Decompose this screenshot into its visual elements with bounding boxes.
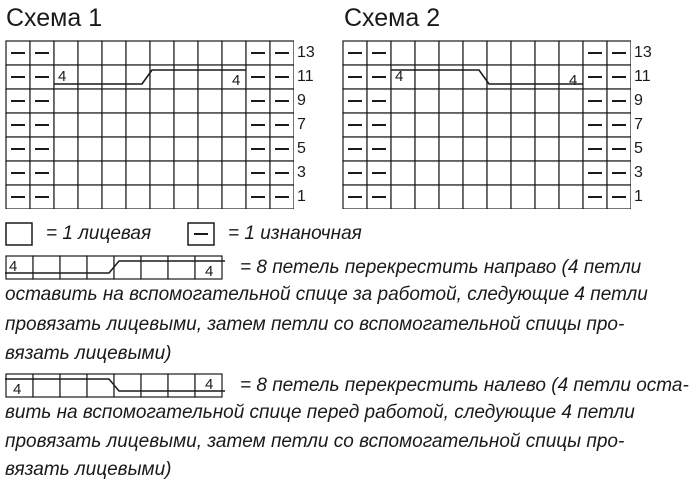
- knit-cell: [150, 41, 174, 65]
- knit-cell: [102, 113, 126, 137]
- knit-cell: [487, 185, 511, 209]
- cable-right-desc-line-3: провязать лицевыми, затем петли со вспомогательной спицы про-: [5, 314, 625, 335]
- knit-cell: [102, 89, 126, 113]
- knit-cell: [487, 161, 511, 185]
- cable-symbol-cell: [87, 374, 114, 397]
- cable-symbol-cell: [87, 256, 114, 279]
- knit-cell: [559, 41, 583, 65]
- purl-symbol: [187, 222, 215, 246]
- knit-cell: [78, 161, 102, 185]
- cable-symbol-cell: [114, 374, 141, 397]
- row-number: 3: [634, 164, 643, 181]
- cable-right-symbol: [5, 255, 225, 280]
- knit-cell: [126, 185, 150, 209]
- cable-symbol-cell: [141, 256, 168, 279]
- knit-cell: [535, 185, 559, 209]
- knit-cell: [415, 161, 439, 185]
- knit-cell: [54, 41, 78, 65]
- knit-cell: [511, 65, 535, 89]
- knit-cell: [391, 41, 415, 65]
- cable-label-left: 4: [395, 68, 404, 85]
- row-number: 11: [634, 68, 651, 85]
- cable-label-left: 4: [58, 68, 67, 85]
- scheme-1-title: Схема 1: [6, 4, 103, 32]
- row-number: 7: [297, 116, 306, 133]
- knit-cell: [439, 185, 463, 209]
- row-number: 5: [297, 140, 306, 157]
- cable-symbol-cell: [60, 256, 87, 279]
- knit-cell: [439, 65, 463, 89]
- knit-legend-label: = 1 лицевая: [46, 223, 152, 244]
- knit-cell: [198, 185, 222, 209]
- knit-cell: [198, 89, 222, 113]
- knit-cell: [54, 113, 78, 137]
- knit-cell: [126, 137, 150, 161]
- purl-legend-label: = 1 изнаночная: [228, 223, 362, 244]
- knit-cell: [463, 113, 487, 137]
- scheme-2-chart: [342, 40, 631, 209]
- knit-cell: [174, 137, 198, 161]
- cable-symbol-cell: [168, 256, 195, 279]
- knit-cell: [535, 41, 559, 65]
- knit-cell: [535, 161, 559, 185]
- knit-cell: [150, 65, 174, 89]
- knit-cell: [487, 137, 511, 161]
- cable-left-symbol: [5, 373, 225, 398]
- knit-cell: [174, 113, 198, 137]
- knit-cell: [463, 41, 487, 65]
- row-number: 7: [634, 116, 643, 133]
- knit-cell: [78, 89, 102, 113]
- knit-cell: [535, 137, 559, 161]
- knit-cell: [559, 89, 583, 113]
- row-number: 5: [634, 140, 643, 157]
- cable-right-desc-line-1: = 8 петель перекрестить направо (4 петли: [240, 257, 642, 278]
- knit-cell: [415, 89, 439, 113]
- knit-cell: [487, 89, 511, 113]
- knit-cell: [222, 41, 246, 65]
- knit-cell: [511, 89, 535, 113]
- row-number: 11: [297, 68, 314, 85]
- knit-cell: [54, 137, 78, 161]
- cable-right-desc-line-2: оставить на вспомогательной спице за работой, следующие 4 петли: [5, 284, 648, 305]
- row-number: 9: [297, 92, 306, 109]
- knit-cell: [150, 89, 174, 113]
- knit-cell: [102, 65, 126, 89]
- knit-cell: [126, 41, 150, 65]
- knit-cell: [511, 185, 535, 209]
- knit-cell: [54, 161, 78, 185]
- knit-cell: [487, 65, 511, 89]
- knit-cell: [174, 65, 198, 89]
- knit-cell: [439, 161, 463, 185]
- cable-symbol-cell: [60, 374, 87, 397]
- knit-cell: [463, 161, 487, 185]
- knit-cell: [391, 137, 415, 161]
- knit-cell: [559, 113, 583, 137]
- knit-cell: [439, 41, 463, 65]
- knit-cell: [222, 185, 246, 209]
- knit-cell: [535, 89, 559, 113]
- row-number: 9: [634, 92, 643, 109]
- cable-left-desc-line-1: = 8 петель перекрестить налево (4 петли оста-: [240, 375, 689, 396]
- knit-cell: [222, 161, 246, 185]
- knit-cell: [487, 113, 511, 137]
- cable-right-symbol-label-left: 4: [9, 258, 18, 275]
- row-number: 1: [634, 188, 643, 205]
- knit-cell: [463, 137, 487, 161]
- cable-left-desc-line-4: вязать лицевыми): [5, 459, 172, 480]
- cable-symbol-cell: [141, 374, 168, 397]
- knit-cell: [174, 89, 198, 113]
- knit-cell: [198, 65, 222, 89]
- row-number: 13: [297, 44, 315, 61]
- knit-cell: [126, 113, 150, 137]
- knit-cell: [78, 65, 102, 89]
- cable-left-symbol-label-left: 4: [13, 381, 22, 398]
- knit-cell: [78, 185, 102, 209]
- row-number: 3: [297, 164, 306, 181]
- knit-cell: [126, 161, 150, 185]
- knit-cell: [391, 185, 415, 209]
- knit-cell: [559, 161, 583, 185]
- cable-label-right: 4: [232, 72, 241, 89]
- knit-cell: [102, 137, 126, 161]
- scheme-1-chart: [5, 40, 294, 209]
- cable-left-desc-line-2: вить на вспомогательной спице перед работой, следующие 4 петли: [5, 402, 635, 423]
- row-number: 13: [634, 44, 652, 61]
- cable-right-symbol-label-right: 4: [205, 263, 214, 280]
- knit-cell: [415, 185, 439, 209]
- knit-cell: [150, 137, 174, 161]
- knit-cell: [535, 65, 559, 89]
- knit-cell: [511, 137, 535, 161]
- knit-cell: [150, 185, 174, 209]
- knit-cell: [54, 185, 78, 209]
- knit-cell: [198, 161, 222, 185]
- knit-cell: [559, 185, 583, 209]
- knit-cell: [391, 113, 415, 137]
- knit-cell: [487, 41, 511, 65]
- knit-cell: [415, 41, 439, 65]
- knit-cell: [174, 161, 198, 185]
- knit-cell: [535, 113, 559, 137]
- cable-symbol-cell: [114, 256, 141, 279]
- knit-cell: [126, 89, 150, 113]
- knit-cell: [439, 89, 463, 113]
- cable-label-right: 4: [569, 72, 578, 89]
- knit-cell: [102, 161, 126, 185]
- knit-symbol: [5, 222, 33, 246]
- knit-cell: [463, 185, 487, 209]
- knit-cell: [174, 41, 198, 65]
- knit-cell: [511, 161, 535, 185]
- knit-cell: [463, 89, 487, 113]
- knit-cell: [198, 137, 222, 161]
- scheme-2-title: Схема 2: [344, 4, 441, 32]
- knit-cell: [511, 113, 535, 137]
- knit-cell: [150, 161, 174, 185]
- cable-symbol-cell: [168, 374, 195, 397]
- knit-cell: [102, 41, 126, 65]
- cable-symbol-cell: [33, 256, 60, 279]
- knit-cell: [78, 41, 102, 65]
- knit-cell: [391, 161, 415, 185]
- knit-cell: [78, 137, 102, 161]
- knit-cell: [559, 137, 583, 161]
- row-number: 1: [297, 188, 306, 205]
- knit-cell: [391, 89, 415, 113]
- knit-cell: [150, 113, 174, 137]
- knit-cell: [78, 113, 102, 137]
- knit-cell: [415, 113, 439, 137]
- cable-left-desc-line-3: провязать лицевыми, затем петли со вспомогательной спицы про-: [5, 431, 625, 452]
- knit-cell: [415, 137, 439, 161]
- knit-cell: [222, 113, 246, 137]
- knit-cell: [198, 113, 222, 137]
- cable-right-desc-line-4: вязать лицевыми): [5, 343, 172, 364]
- cable-symbol-cell: [33, 374, 60, 397]
- knit-cell: [511, 41, 535, 65]
- knit-cell: [54, 89, 78, 113]
- knit-cell: [439, 137, 463, 161]
- cable-left-symbol-label-right: 4: [205, 376, 214, 393]
- knit-cell: [222, 137, 246, 161]
- knit-cell: [415, 65, 439, 89]
- knit-cell: [439, 113, 463, 137]
- knit-cell: [222, 89, 246, 113]
- knit-cell: [102, 185, 126, 209]
- knit-cell: [174, 185, 198, 209]
- knit-cell: [198, 41, 222, 65]
